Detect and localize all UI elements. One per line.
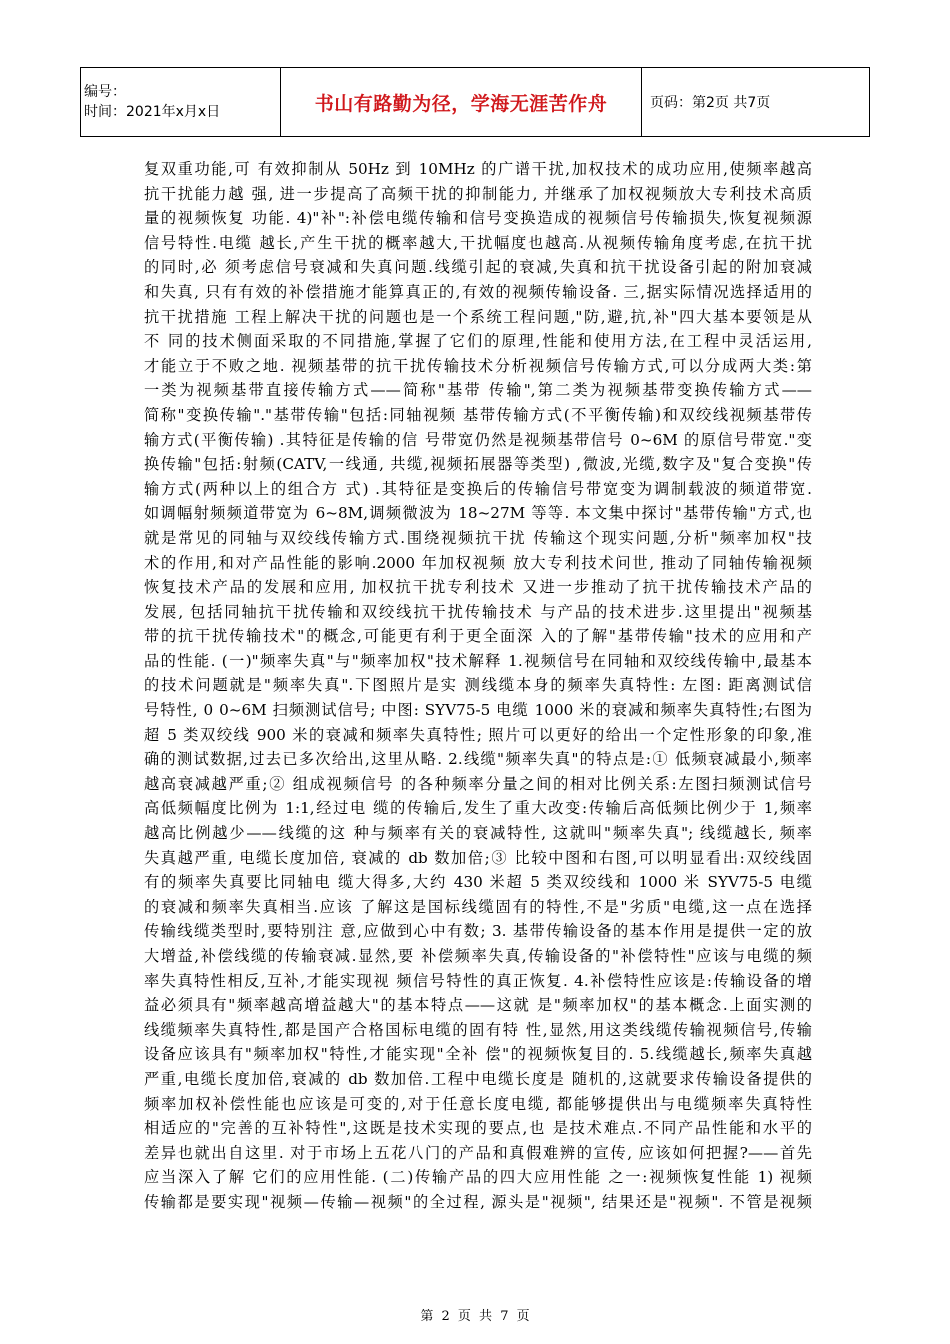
header-left-cell (81, 68, 281, 137)
serial-number-label: 编号： (84, 84, 126, 100)
header-page-cell (642, 68, 870, 137)
body-text-line: 抗干扰措施 工程上解决干扰的问题也是一个系统工程问题,"防,避,抗,补"四大基本要领是从 (144, 307, 812, 326)
body-text-line: 简称"变换传输"."基带传输"包括:同轴视频 基带传输方式(不平衡传输)和双绞线视频基带传 (144, 405, 812, 424)
body-text-line: 量的视频恢复 功能. 4)"补":补偿电缆传输和信号变换造成的视频信号传输损失,恢复视频源 (144, 209, 812, 228)
page-footer (0, 1305, 950, 1324)
body-text-line: 带的抗干扰传输技术"的概念,可能更有利于更全面深 入的了解"基带传输"技术的应用和产 (144, 627, 812, 646)
body-text-line: 才能立于不败之地. 视频基带的抗干扰传输技术分析视频信号传输方式,可以分成两大类:第 (144, 356, 812, 375)
body-text-line: 传输线缆类型时,要特别注 意,应做到心中有数; 3. 基带传输设备的基本作用是提供一定的放 (144, 922, 812, 941)
body-text-line: 和失真, 只有有效的补偿措施才能算真正的,有效的视频传输设备. 三,据实际情况选择适用的 (144, 282, 812, 301)
body-text-line: 频率加权补偿性能也应该是可变的,对于任意长度电缆, 都能够提供出与电缆频率失真特性 (144, 1094, 812, 1113)
body-text-line: 抗干扰能力越 强, 进一步提高了高频干扰的抑制能力, 并继承了加权视频放大专利技术高质 (144, 184, 812, 203)
body-text-line: 输方式(平衡传输) .其特征是传输的信 号带宽仍然是视频基带信号 0~6M 的原信号带宽."变 (144, 430, 812, 449)
body-text-line: 线缆频率失真特性,都是国产合格国标电缆的固有特 性,显然,用这类线缆传输视频信号,传输 (144, 1020, 812, 1039)
body-text-line: 失真越严重, 电缆长度加倍, 衰减的 db 数加倍;③ 比较中图和右图,可以明显看出:双绞线固 (144, 848, 812, 867)
body-text-line: 率失真特性相反,互补,才能实现视 频信号特性的真正恢复. 4.补偿特性应该是:传输设备的增 (144, 971, 812, 990)
body-text-line: 发展, 包括同轴抗干扰传输和双绞线抗干扰传输技术 与产品的技术进步.这里提出"视频基 (144, 602, 812, 621)
date-label: 时间：2021年x月x日 (84, 104, 221, 120)
body-text-line: 严重,电缆长度加倍,衰减的 db 数加倍.工程中电缆长度是 随机的,这就要求传输设备提供的 (144, 1069, 812, 1088)
motto-text: 书山有路勤为径，学海无涯苦作舟 (314, 92, 608, 115)
body-text-line: 超 5 类双绞线 900 米的衰减和频率失真特性; 照片可以更好的给出一个定性形象的印象,准 (144, 725, 812, 744)
body-text-line: 越高衰减越严重;② 组成视频信号 的各种频率分量之间的相对比例关系:左图扫频测试信号 (144, 774, 812, 793)
body-text-line: 的技术问题就是"频率失真".下图照片是实 测线缆本身的频率失真特性: 左图: 距离测试信 (144, 676, 812, 695)
body-text-line: 恢复技术产品的发展和应用, 加权抗干扰专利技术 又进一步推动了抗干扰传输技术产品的 (144, 578, 812, 597)
body-text-line: 品的性能. (一)"频率失真"与"频率加权"技术解释 1.视频信号在同轴和双绞线传输中,最基本 (144, 651, 812, 670)
header-motto-cell (281, 68, 642, 137)
body-text-line: 相适应的"完善的互补特性",这既是技术实现的要点,也 是技术难点.不同产品性能和水平的 (144, 1119, 812, 1138)
page-info: 页码：第2页 共7页 (650, 95, 771, 111)
body-text-line: 的同时,必 须考虑信号衰减和失真问题.线缆引起的衰减,失真和抗干扰设备引起的附加衰减 (144, 258, 812, 277)
body-text-line: 传输都是要实现"视频—传输—视频"的全过程, 源头是"视频", 结果还是"视频". 不管是视频 (144, 1192, 812, 1211)
body-text-line: 益必须具有"频率越高增益越大"的基本特点——这就 是"频率加权"的基本概念.上面实测的 (144, 996, 812, 1015)
body-text-line: 复双重功能,可 有效抑制从 50Hz 到 10MHz 的广谱干扰,加权技术的成功应用,使频率越高 (144, 160, 812, 178)
body-text-line: 越高比例越少——线缆的这 种与频率有关的衰减特性, 这就叫"频率失真"; 线缆越长, 频率 (144, 824, 812, 843)
body-text-line: 的衰减和频率失真相当.应该 了解这是国标线缆固有的特性,不是"劣质"电缆,这一点在选择 (144, 897, 812, 916)
body-text-line: 号特性, 0 0~6M 扫频测试信号; 中图: SYV75-5 电缆 1000 米的衰减和频率失真特性;右图为 (144, 701, 812, 720)
body-text-line: 一类为视频基带直接传输方式——简称"基带 传输",第二类为视频基带变换传输方式—— (144, 381, 812, 400)
body-text-line: 有的频率失真要比同轴电 缆大得多,大约 430 米超 5 类双绞线和 1000 米 SYV75-5 电缆 (144, 873, 812, 892)
body-text-line: 大增益,补偿线缆的传输衰减.显然,要 补偿频率失真,传输设备的"补偿特性"应该与电缆的频 (144, 947, 812, 965)
body-text-line: 换传输"包括:射频(CATV,一线通, 共缆,视频拓展器等类型) ,微波,光缆,数字及"复合变换"传 (144, 455, 812, 474)
body-text-line: 不 同的技术侧面采取的不同措施,掌握了它们的原理,性能和使用方法,在工程中灵活运用, (144, 332, 812, 351)
body-text-line: 高低频幅度比例为 1:1,经过电 缆的传输后,发生了重大改变:传输后高低频比例少于 1,频率 (144, 799, 812, 818)
footer-page-number: 第 2 页 共 7 页 (420, 1309, 530, 1324)
body-text-line: 差异也就出自这里. 对于市场上五花八门的产品和真假难辨的宣传, 应该如何把握?——首先 (144, 1143, 812, 1162)
document-body (144, 157, 812, 1215)
body-text-line: 术的作用,和对产品性能的影响.2000 年加权视频 放大专利技术问世, 推动了同轴传输视频 (144, 553, 812, 572)
body-text-line: 信号特性.电缆 越长,产生干扰的概率越大,干扰幅度也越高.从视频传输角度考虑,在抗干扰 (144, 233, 812, 252)
body-text-line: 应当深入了解 它们的应用性能. (二)传输产品的四大应用性能 之一:视频恢复性能 1) 视频 (144, 1168, 812, 1187)
body-text-line: 设备应该具有"频率加权"特性,才能实现"全补 偿"的视频恢复目的. 5.线缆越长,频率失真越 (144, 1045, 812, 1064)
body-text-line: 输方式(两种以上的组合方 式) .其特征是变换后的传输信号带宽变为调制载波的频道带宽. (144, 479, 812, 498)
body-text-line: 就是常见的同轴与双绞线传输方式.围绕视频抗干扰 传输这个现实问题,分析"频率加权"技 (144, 528, 812, 547)
body-text-line: 确的测试数据,过去已多次给出,这里从略. 2.线缆"频率失真"的特点是:① 低频衰减最小,频率 (144, 750, 812, 769)
body-text-line: 如调幅射频频道带宽为 6~8M,调频微波为 18~27M 等等. 本文集中探讨"基带传输"方式,也 (144, 504, 812, 523)
page-header (80, 67, 870, 137)
